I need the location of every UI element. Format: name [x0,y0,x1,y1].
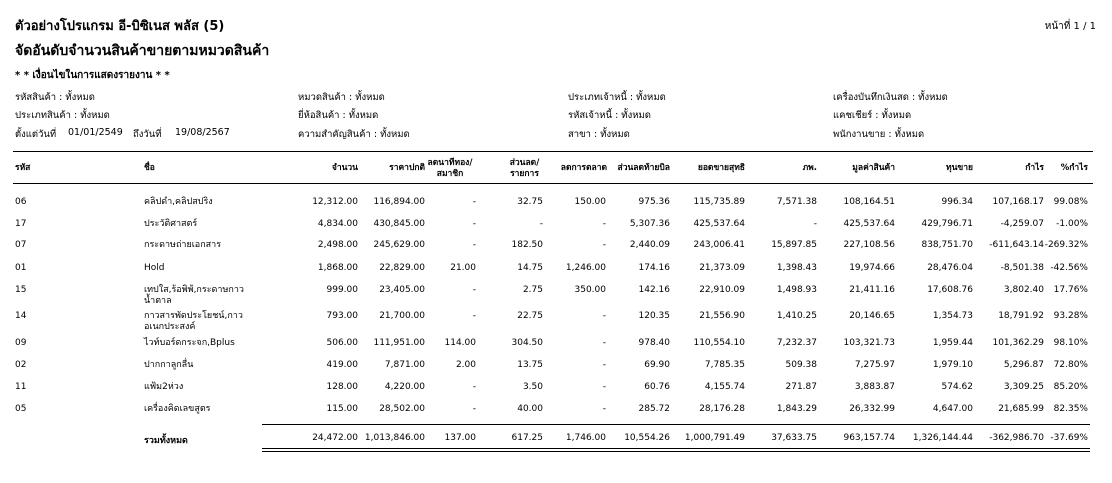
cell-profit: -8,501.38 [1000,263,1044,273]
col-vat: ภพ. [802,163,817,173]
col-member-disc: ลดนาทีทอง/ สมาชิก [427,158,473,179]
cell-qty: 115.00 [326,404,358,414]
cell-value: 227,108.56 [843,240,895,250]
col-profit: กำไร [1025,163,1044,173]
cell-code: 06 [15,197,27,207]
cell-profit-pct: 85.20% [1053,382,1088,392]
cell-profit: 101,362.29 [992,338,1044,348]
cell-qty: 2,498.00 [317,240,358,250]
cell-bill-disc: 975.36 [638,197,670,207]
cell-bill-disc: 60.76 [644,382,670,392]
cell-code: 07 [15,240,27,250]
total-cost: 1,326,144.44 [912,433,973,443]
cell-member-disc: - [472,311,476,321]
header-bottom-rule [13,183,1093,184]
cell-name: แฟ้ม2ห่วง [144,382,184,392]
cell-profit-pct: -42.56% [1050,263,1088,273]
col-value: มูลค่าสินค้า [852,163,895,173]
cell-qty: 419.00 [326,360,358,370]
cell-net-sales: 110,554.10 [693,338,745,348]
cell-promo: - [602,338,606,348]
cell-qty: 506.00 [326,338,358,348]
cell-member-disc: - [472,240,476,250]
cell-promo: - [602,360,606,370]
cell-item-disc: 304.50 [511,338,543,348]
cell-vat: 7,571.38 [776,197,817,207]
cell-profit-pct: 98.10% [1053,338,1088,348]
cell-value: 21,411.16 [849,285,895,295]
cell-promo: - [602,240,606,250]
col-net-sales: ยอดขายสุทธิ [697,163,745,173]
cell-bill-disc: 2,440.09 [629,240,670,250]
cell-promo: - [602,219,606,229]
cell-price: 28,502.00 [379,404,425,414]
cell-name: เครื่องคิดเลขสูตร [144,404,211,414]
cell-value: 20,146.65 [849,311,895,321]
cell-cost: 574.62 [941,382,973,392]
cell-promo: - [602,311,606,321]
cell-vat: 509.38 [785,360,817,370]
cell-profit: 3,309.25 [1003,382,1044,392]
cell-net-sales: 4,155.74 [704,382,745,392]
cell-price: 7,871.00 [384,360,425,370]
col-promo: ลดการตลาด [560,163,607,173]
cell-member-disc: - [472,404,476,414]
page-number: หน้าที่ 1 / 1 [1044,21,1096,32]
cell-vat: - [813,219,817,229]
cell-price: 21,700.00 [379,311,425,321]
cell-vat: 1,498.93 [776,285,817,295]
total-profit-pct: -37.69% [1050,433,1088,443]
cell-net-sales: 28,176.28 [699,404,745,414]
cell-promo: - [602,382,606,392]
cell-cost: 996.34 [941,197,973,207]
cell-net-sales: 21,373.09 [699,263,745,273]
cell-name: กระดาษถ่ายเอกสาร [144,240,222,250]
cell-promo: 1,246.00 [565,263,606,273]
cell-bill-disc: 285.72 [638,404,670,414]
cell-value: 108,164.51 [843,197,895,207]
col-profit-pct: %กำไร [1060,163,1088,173]
cell-cost: 1,959.44 [932,338,973,348]
cell-name: เทปใส,ร้อพิพ้,กระดาษกาว น้ำตาล [144,285,244,306]
cell-net-sales: 22,910.09 [699,285,745,295]
cell-promo: - [602,404,606,414]
cell-cost: 1,979.10 [932,360,973,370]
cell-profit: 3,802.40 [1003,285,1044,295]
cond-importance: ความสำคัญสินค้า : ทั้งหมด [298,129,410,140]
cell-name: คลิปดำ,คลิปสปริง [144,197,213,207]
cell-item-disc: 13.75 [517,360,543,370]
cond-debtor-code: รหัสเจ้าหนี้ : ทั้งหมด [568,110,651,121]
cond-product-category: หมวดสินค้า : ทั้งหมด [298,92,385,103]
cell-value: 3,883.87 [854,382,895,392]
cell-member-disc: 2.00 [455,360,476,370]
cell-cost: 1,354.73 [932,311,973,321]
conditions-heading: * * เงื่อนไขในการแสดงรายงาน * * [15,70,170,81]
cell-value: 19,974.66 [849,263,895,273]
cell-name: ประวัติศาสตร์ [144,219,198,229]
cell-price: 4,220.00 [384,382,425,392]
cell-item-disc: - [539,219,543,229]
cell-profit-pct: -269.32% [1044,240,1088,250]
cell-member-disc: - [472,197,476,207]
cell-net-sales: 115,735.89 [693,197,745,207]
total-vat: 37,633.75 [771,433,817,443]
cell-qty: 1,868.00 [317,263,358,273]
total-profit: -362,986.70 [989,433,1044,443]
cell-vat: 1,398.43 [776,263,817,273]
cell-item-disc: 14.75 [517,263,543,273]
cell-net-sales: 425,537.64 [693,219,745,229]
cell-profit: 5,296.87 [1003,360,1044,370]
cell-vat: 15,897.85 [771,240,817,250]
cell-net-sales: 7,785.35 [704,360,745,370]
report-title: จัดอันดับจำนวนสินค้าขายตามหมวดสินค้า [15,43,270,59]
cond-cash-register: เครื่องบันทึกเงินสด : ทั้งหมด [833,92,948,103]
cell-code: 17 [15,219,27,229]
total-price: 1,013,846.00 [364,433,425,443]
cell-member-disc: 21.00 [450,263,476,273]
col-code: รหัส [15,163,31,173]
cell-price: 245,629.00 [373,240,425,250]
cell-code: 14 [15,311,27,321]
col-cost: ทุนขาย [946,163,973,173]
cell-cost: 838,751.70 [921,240,973,250]
cell-net-sales: 243,006.41 [693,240,745,250]
cell-item-disc: 182.50 [511,240,543,250]
cond-branch: สาขา : ทั้งหมด [568,129,630,140]
cell-code: 05 [15,404,27,414]
cell-cost: 28,476.04 [927,263,973,273]
cell-vat: 1,843.29 [776,404,817,414]
cond-debtor-type: ประเภทเจ้าหนี้ : ทั้งหมด [568,92,666,103]
total-bill-disc: 10,554.26 [624,433,670,443]
cell-promo: 150.00 [574,197,606,207]
cell-name: กาวสารพัดประโยชน์,กาว อเนกประสงค์ [144,311,243,332]
cell-name: ไวท์บอร์ดกระจก,Bplus [144,338,235,348]
col-bill-disc: ส่วนลดท้ายบิล [617,163,670,173]
cell-member-disc: 114.00 [444,338,476,348]
cond-date-from: 01/01/2549 [68,127,123,138]
cell-qty: 999.00 [326,285,358,295]
cell-qty: 12,312.00 [312,197,358,207]
cell-bill-disc: 69.90 [644,360,670,370]
cell-vat: 271.87 [785,382,817,392]
total-net-sales: 1,000,791.49 [684,433,745,443]
cell-bill-disc: 120.35 [638,311,670,321]
cond-date-from-label: ตั้งแต่วันที่ [15,129,57,140]
cell-profit: -4,259.07 [1000,219,1044,229]
cell-qty: 793.00 [326,311,358,321]
cell-item-disc: 32.75 [517,197,543,207]
cell-code: 02 [15,360,27,370]
totals-top-rule [262,424,1090,425]
cell-profit-pct: 93.28% [1053,311,1088,321]
cell-item-disc: 40.00 [517,404,543,414]
cell-profit-pct: 17.76% [1053,285,1088,295]
cell-item-disc: 22.75 [517,311,543,321]
cell-member-disc: - [472,382,476,392]
total-promo: 1,746.00 [565,433,606,443]
cell-qty: 128.00 [326,382,358,392]
cell-price: 430,845.00 [373,219,425,229]
cell-qty: 4,834.00 [317,219,358,229]
cell-code: 15 [15,285,27,295]
total-item-disc: 617.25 [511,433,543,443]
col-qty: จำนวน [331,163,358,173]
cell-profit-pct: 82.35% [1053,404,1088,414]
cell-bill-disc: 174.16 [638,263,670,273]
cell-net-sales: 21,556.90 [699,311,745,321]
cell-price: 111,951.00 [373,338,425,348]
cond-date-to: 19/08/2567 [175,127,230,138]
cond-cashier: แคชเชียร์ : ทั้งหมด [833,110,912,121]
cell-value: 103,321.73 [843,338,895,348]
cell-code: 09 [15,338,27,348]
cell-value: 425,537.64 [843,219,895,229]
cond-product-code: รหัสสินค้า : ทั้งหมด [15,92,95,103]
cell-value: 7,275.97 [854,360,895,370]
cell-bill-disc: 978.40 [638,338,670,348]
cell-promo: 350.00 [574,285,606,295]
cond-salesperson: พนักงานขาย : ทั้งหมด [833,129,925,140]
cell-value: 26,332.99 [849,404,895,414]
cond-date-to-label: ถึงวันที่ [133,129,162,140]
cell-bill-disc: 5,307.36 [629,219,670,229]
cell-profit: 107,168.17 [992,197,1044,207]
cell-name: Hold [144,263,165,273]
col-price: ราคาปกติ [389,163,425,173]
cell-code: 01 [15,263,27,273]
cell-profit-pct: -1.00% [1056,219,1088,229]
cell-cost: 4,647.00 [932,404,973,414]
cell-bill-disc: 142.16 [638,285,670,295]
header-top-rule [13,151,1093,152]
cell-profit: -611,643.14 [989,240,1044,250]
cell-member-disc: - [472,285,476,295]
cell-vat: 1,410.25 [776,311,817,321]
cell-code: 11 [15,382,27,392]
cell-profit: 21,685.99 [998,404,1044,414]
cell-vat: 7,232.37 [776,338,817,348]
cell-item-disc: 3.50 [522,382,543,392]
col-name: ชื่อ [144,163,155,173]
cell-cost: 17,608.76 [927,285,973,295]
totals-double-rule-1 [262,448,1090,449]
col-item-disc: ส่วนลด/ รายการ [509,158,540,179]
total-value: 963,157.74 [843,433,895,443]
total-qty: 24,472.00 [312,433,358,443]
totals-label: รวมทั้งหมด [144,436,188,446]
cell-member-disc: - [472,219,476,229]
cell-price: 116,894.00 [373,197,425,207]
total-member-disc: 137.00 [444,433,476,443]
cell-item-disc: 2.75 [522,285,543,295]
cell-price: 22,829.00 [379,263,425,273]
cell-price: 23,405.00 [379,285,425,295]
company-title: ตัวอย่างโปรแกรม อี-บิซิเนส พลัส (5) [15,19,225,34]
totals-double-rule-2 [262,451,1090,452]
cell-name: ปากกาลูกลื่น [144,360,194,370]
cell-profit-pct: 99.08% [1053,197,1088,207]
cell-profit-pct: 72.80% [1053,360,1088,370]
cell-cost: 429,796.71 [921,219,973,229]
cond-brand: ยี่ห้อสินค้า : ทั้งหมด [298,110,379,121]
cond-product-type: ประเภทสินค้า : ทั้งหมด [15,110,110,121]
cell-profit: 18,791.92 [998,311,1044,321]
